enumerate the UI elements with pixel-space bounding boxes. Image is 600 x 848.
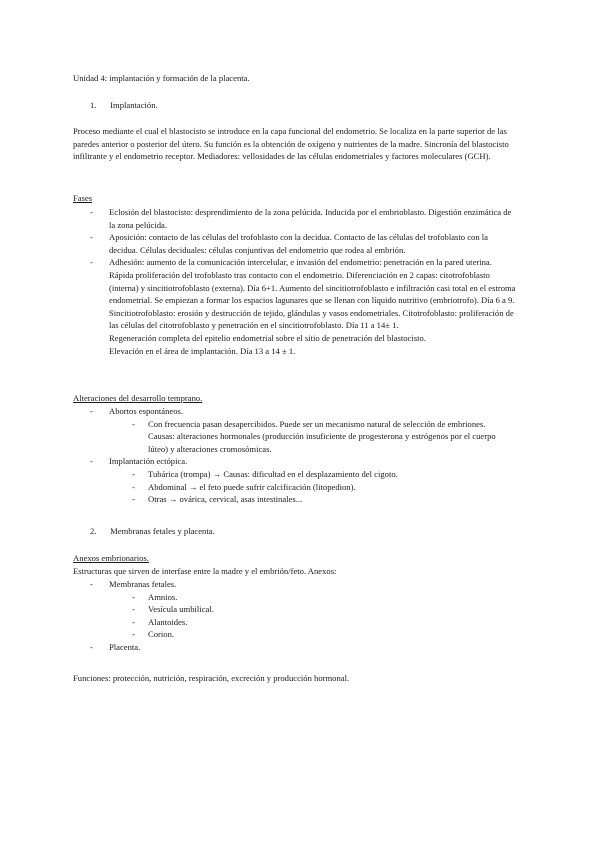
heading-membranas: [90, 525, 215, 538]
heading-text: Membranas fetales y placenta.: [110, 526, 215, 536]
sub-list-item: - Vesícula umbilical.: [132, 603, 508, 616]
heading-text: Implantación.: [110, 100, 158, 110]
list-item: - Aposición: contacto de las células del trofoblasto con la decidua. Contacto de las células del trofoblasto con la decidua. Células deciduales: células conjuntivas del endometrio que rodea al embrión.: [90, 231, 517, 256]
heading-number: 1.: [90, 100, 97, 110]
document-title: Unidad 4: implantación y formación de la placenta.: [73, 73, 250, 83]
anexos-list: [90, 578, 508, 654]
sub-list-item: - Abdominal → el feto puede sufrir calcificación (litopedion).: [132, 481, 508, 494]
alteraciones-list: [90, 405, 508, 506]
sub-list-item: - Amnios.: [132, 591, 508, 604]
anexos-intro: Estructuras que sirven de interfase entre la madre y el embrión/feto. Anexos:: [73, 566, 337, 576]
section-heading-fases: Fases: [73, 193, 93, 203]
list-item: - Placenta.: [90, 641, 508, 654]
sub-list-item: - Corion.: [132, 628, 508, 641]
sub-list: [109, 591, 508, 641]
sub-list: [109, 418, 508, 456]
list-item: - Membranas fetales. - Amnios. - Vesícula umbilical. - Alantoides. - Corion.: [90, 578, 508, 641]
section-heading-anexos: Anexos embrionarios.: [73, 553, 149, 563]
heading-implantacion: [90, 99, 158, 112]
section-heading-alteraciones: Alteraciones del desarrollo temprano.: [73, 393, 203, 403]
list-item: - Adhesión: aumento de la comunicación intercelular, e invasión del endometrio: penetración en la pared uterina. Rápida proliferación del trofoblasto tras contacto con el endometrio. Diferenciación en 2 capas: citotrofoblasto (interna) y sincitiotrofoblasto (externa). Día 6+1. Aumento del sincitiotrofoblasto e infiltración casi total en el estroma endometrial. Se empiezan a formar los espacios lagunares que se llenan con líquido nutritivo (embriotrofo). Día 6 a 9. Sincitiotrofoblasto: erosión y destrucción de tejido, glándulas y vasos endometriales. Citotrofoblasto: proliferación de las células del citotrofoblasto y penetración en el sincitiotrofoblasto. Día 11 a 14± 1. Regeneración completa del epitelio endometrial sobre el sitio de penetración del blastocisto. Elevación en el área de implantación. Día 13 a 14 ± 1.: [90, 256, 517, 357]
funciones-line: Funciones: protección, nutrición, respiración, excreción y producción hormonal.: [73, 673, 350, 683]
list-item: - Implantación ectópica. - Tubárica (trompa) → Causas: dificultad en el desplazamiento del cigoto. - Abdominal → el feto puede sufrir calcificación (litopedion). - Otras → ovárica, cervical, asas intestinales...: [90, 455, 508, 505]
continuation-line: Regeneración completa del epitelio endometrial sobre el sitio de penetración del blastocisto.: [109, 332, 426, 343]
heading-number: 2.: [90, 526, 97, 536]
list-item: - Abortos espontáneos. - Con frecuencia pasan desapercibidos. Puede ser un mecanismo natural de selección de embriones. Causas: alteraciones hormonales (producción insuficiente de progesterona y estrógenos por el cuerpo lúteo) y alteraciones cromosómicas.: [90, 405, 508, 455]
fases-list: [90, 206, 517, 357]
continuation-line: Elevación en el área de implantación. Día 13 a 14 ± 1.: [109, 345, 296, 356]
sub-list-item: - Otras → ovárica, cervical, asas intestinales...: [132, 493, 508, 506]
sub-list-item: - Con frecuencia pasan desapercibidos. Puede ser un mecanismo natural de selección de embriones. Causas: alteraciones hormonales (producción insuficiente de progesterona y estrógenos por el cuerpo lúteo) y alteraciones cromosómicas.: [132, 418, 508, 456]
sub-list-item: - Tubárica (trompa) → Causas: dificultad en el desplazamiento del cigoto.: [132, 468, 508, 481]
list-item: - Eclosión del blastocisto: desprendimiento de la zona pelúcida. Inducida por el embrioblasto. Digestión enzimática de la zona pelúcida.: [90, 206, 517, 231]
sub-list-item: - Alantoides.: [132, 616, 508, 629]
intro-paragraph: Proceso mediante el cual el blastocisto se introduce en la capa funcional del endometrio. Se localiza en la parte superior de las paredes anterior o posterior del útero. Su función es la obtención de oxígeno y nutrientes de la madre. Sincronía del blastocisto infiltrante y el endometrio receptor. Mediadores: vellosidades de las células endometriales y factores moleculares (GCH).: [73, 126, 509, 162]
sub-list: [109, 468, 508, 506]
